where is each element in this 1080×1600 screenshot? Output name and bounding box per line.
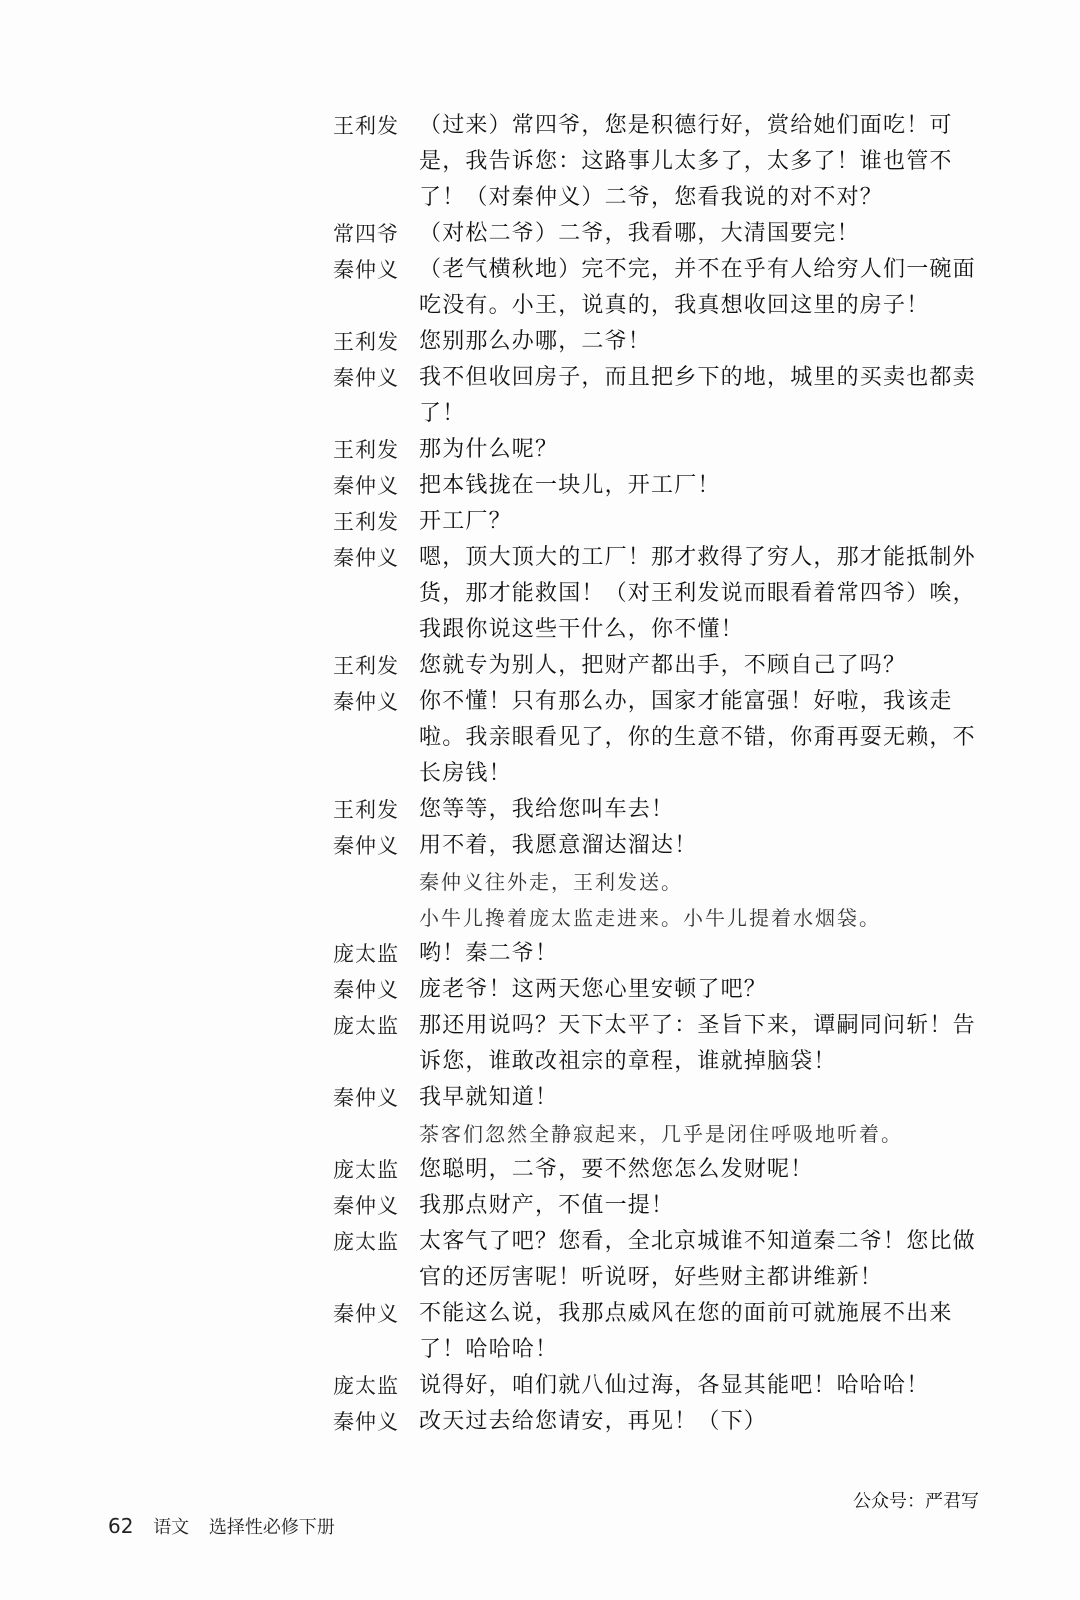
speaker-name: 秦仲义 <box>333 1194 399 1218</box>
speaker-name: 庞太监 <box>333 1014 399 1038</box>
play-script <box>333 108 993 1440</box>
dialogue-line <box>333 324 993 360</box>
speaker-name: 王利发 <box>333 438 399 462</box>
speaker-name: 秦仲义 <box>333 258 399 282</box>
speaker-name: 庞太监 <box>333 1158 399 1182</box>
dialogue-line <box>333 216 993 252</box>
dialogue-line <box>333 972 993 1008</box>
dialogue-line <box>333 1404 993 1440</box>
speech-text: 那还用说吗？天下太平了：圣旨下来，谭嗣同问斩！告诉您，谁敢改祖宗的章程，谁就掉脑袋！ <box>419 1013 976 1074</box>
speaker-name: 王利发 <box>333 510 399 534</box>
speaker-name: 秦仲义 <box>333 834 399 858</box>
speaker-name: 秦仲义 <box>333 1302 399 1326</box>
speech-text: 不能这么说，我那点威风在您的面前可就施展不出来了！哈哈哈！ <box>419 1301 953 1362</box>
dialogue-line <box>333 1188 993 1224</box>
speaker-name: 秦仲义 <box>333 546 399 570</box>
speech-text: （过来）常四爷，您是积德行好，赏给她们面吃！可是，我告诉您：这路事儿太多了，太多了！谁也管不了！（对秦仲义）二爷，您看我说的对不对？ <box>419 113 953 210</box>
speech-text: （老气横秋地）完不完，并不在乎有人给穷人们一碗面吃没有。小王，说真的，我真想收回这里的房子！ <box>419 257 976 318</box>
page-footer <box>108 1513 335 1539</box>
dialogue-line <box>333 828 993 864</box>
speaker-name: 常四爷 <box>333 222 399 246</box>
speaker-name: 王利发 <box>333 114 399 138</box>
speaker-name: 庞太监 <box>333 1230 399 1254</box>
speaker-name: 秦仲义 <box>333 1410 399 1434</box>
dialogue-line <box>333 504 993 540</box>
speech-text: 我那点财产，不值一提！ <box>419 1193 675 1218</box>
speech-text: 您别那么办哪，二爷！ <box>419 329 652 354</box>
speech-text: 开工厂？ <box>419 509 512 534</box>
speaker-name: 王利发 <box>333 654 399 678</box>
speech-text: 改天过去给您请安，再见！（下） <box>419 1409 768 1434</box>
dialogue-line <box>333 1080 993 1116</box>
speech-text: 那为什么呢？ <box>419 437 559 462</box>
dialogue-line <box>333 1368 993 1404</box>
speech-text: 我早就知道！ <box>419 1085 559 1110</box>
dialogue-line <box>333 936 993 972</box>
dialogue-line <box>333 252 993 324</box>
speaker-name: 王利发 <box>333 330 399 354</box>
speech-text: 太客气了吧？您看，全北京城谁不知道秦二爷！您比做官的还厉害呢！听说呀，好些财主都讲维新！ <box>419 1229 976 1290</box>
speaker-name: 秦仲义 <box>333 690 399 714</box>
speech-text: 您就专为别人，把财产都出手，不顾自己了吗？ <box>419 653 907 678</box>
subject-label: 语文 <box>153 1517 190 1538</box>
speaker-name: 秦仲义 <box>333 978 399 1002</box>
speech-text: 你不懂！只有那么办，国家才能富强！好啦，我该走啦。我亲眼看见了，你的生意不错，你甭再耍无赖，不长房钱！ <box>419 689 976 786</box>
dialogue-line <box>333 1008 993 1080</box>
dialogue-line <box>333 792 993 828</box>
speaker-name: 秦仲义 <box>333 366 399 390</box>
speech-text: （对松二爷）二爷，我看哪，大清国要完！ <box>419 221 860 246</box>
speech-text: 我不但收回房子，而且把乡下的地，城里的买卖也都卖了！ <box>419 365 976 426</box>
dialogue-line <box>333 468 993 504</box>
dialogue-line <box>333 1152 993 1188</box>
dialogue-line <box>333 108 993 216</box>
stage-direction: 小牛儿搀着庞太监走进来。小牛儿提着水烟袋。 <box>419 906 881 930</box>
dialogue-line <box>333 540 993 648</box>
dialogue-line <box>333 684 993 792</box>
watermark-text: 公众号：严君写 <box>853 1491 979 1512</box>
speech-text: 庞老爷！这两天您心里安顿了吧？ <box>419 977 768 1002</box>
speaker-name: 庞太监 <box>333 1374 399 1398</box>
dialogue-line <box>333 360 993 432</box>
dialogue-line <box>333 432 993 468</box>
dialogue-line <box>333 1224 993 1296</box>
speaker-name: 庞太监 <box>333 942 399 966</box>
speech-text: 嗯，顶大顶大的工厂！那才救得了穷人，那才能抵制外货，那才能救国！（对王利发说而眼看着常四爷）唉，我跟你说这些干什么，你不懂！ <box>419 545 976 642</box>
speech-text: 哟！秦二爷！ <box>419 941 559 966</box>
speaker-name: 秦仲义 <box>333 474 399 498</box>
stage-direction: 茶客们忽然全静寂起来，几乎是闭住呼吸地听着。 <box>419 1122 903 1146</box>
speaker-name: 秦仲义 <box>333 1086 399 1110</box>
page-number: 62 <box>108 1514 134 1538</box>
dialogue-line <box>333 1296 993 1368</box>
speech-text: 您等等，我给您叫车去！ <box>419 797 675 822</box>
speaker-name: 王利发 <box>333 798 399 822</box>
dialogue-line <box>333 648 993 684</box>
book-title: 选择性必修下册 <box>208 1517 335 1538</box>
stage-direction: 秦仲义往外走，王利发送。 <box>419 870 683 894</box>
speech-text: 说得好，咱们就八仙过海，各显其能吧！哈哈哈！ <box>419 1373 930 1398</box>
speech-text: 您聪明，二爷，要不然您怎么发财呢！ <box>419 1157 814 1182</box>
speech-text: 把本钱拢在一块儿，开工厂！ <box>419 473 721 498</box>
speech-text: 用不着，我愿意溜达溜达！ <box>419 833 698 858</box>
